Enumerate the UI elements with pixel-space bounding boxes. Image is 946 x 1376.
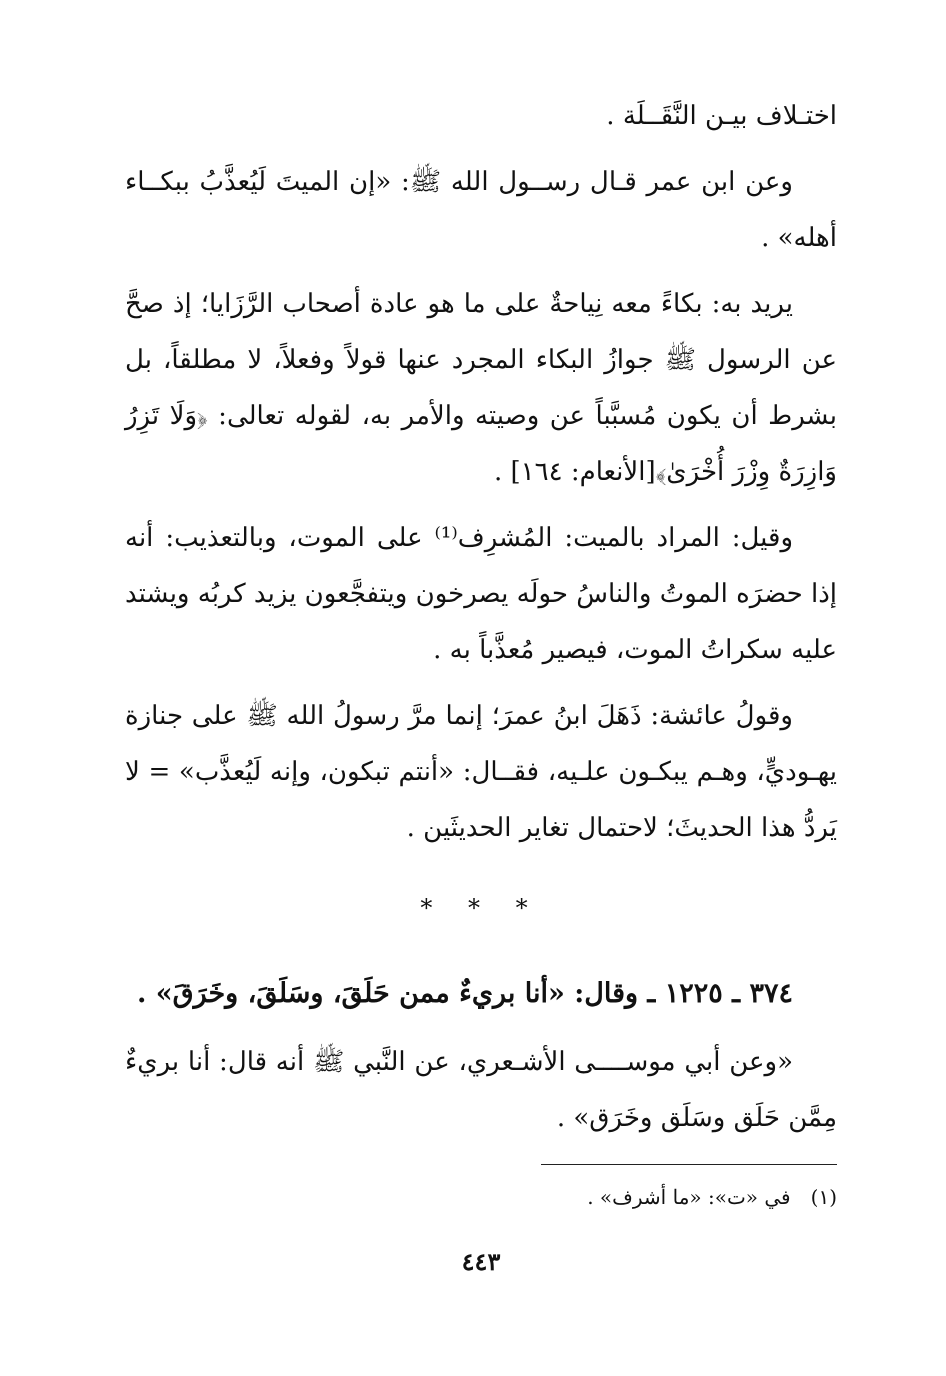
text-paragraph-explanation: يريد به: بكاءً معه نِياحةٌ على ما هو عادة أصحاب الرَّزَايا؛ إذ صحَّ عن الرسول ﷺ جوازُ البكاء المجرد عنها قولاً وفعلاً، لا مطلقاً، بل بشرط أن يكون مُسبَّباً عن وصيته والأمر به، لقوله تعالى: ﴿وَلَا تَزِرُ وَازِرَةٌ وِزْرَ أُخْرَىٰ﴾[الأنعام: ١٦٤] .	[125, 289, 837, 487]
page-number: ٤٤٣	[461, 1247, 501, 1276]
hadith-heading: ٣٧٤ ـ ١٢٢٥ ـ وقال: «أنا بريءٌ ممن حَلَقَ، وسَلَقَ، وخَرَقَ» .	[136, 978, 793, 1009]
text-paragraph-continuation: اختـلاف بيـن النَّقَــلَة .	[606, 101, 837, 131]
footnote-number: (١)	[810, 1185, 837, 1209]
text-paragraph-hadith-abu-musa: «وعن أبي موســــى الأشـعري، عن النَّبي ﷺ أنه قال: أنا بريءٌ مِمَّن حَلَق وسَلَق وخَرَق» .	[125, 1047, 837, 1133]
text-paragraph-hadith-ibn-umar: وعن ابن عمر قـال رســول الله ﷺ: «إن الميتَ لَيُعذَّبُ ببكــاء أهله» .	[125, 167, 837, 253]
text-paragraph-aisha: وقولُ عائشة: ذَهَلَ ابنُ عمرَ؛ إنما مرَّ رسولُ الله ﷺ على جنازة يهـوديٍّ، وهـم يبكـون علـيه، فقــال: «أنتم تبكون، وإنه لَيُعذَّب» = لا يَردُّ هذا الحديثَ؛ لاحتمال تغاير الحديثَين .	[125, 701, 837, 843]
footnote	[125, 1177, 837, 1217]
footnote-text: في «ت»: «ما أشرف» .	[587, 1185, 791, 1209]
book-page	[125, 88, 837, 1318]
section-divider: * * *	[420, 894, 542, 922]
text-paragraph-alternative-view: وقيل: المراد بالميت: المُشرِف⁽¹⁾ على الموت، وبالتعذيب: أنه إذا حضرَه الموتُ والناسُ حولَه يصرخون ويتفجَّعون يزيد كربُه ويشتد عليه سكراتُ الموت، فيصير مُعذَّباً به .	[125, 523, 837, 665]
footnote-separator	[541, 1164, 837, 1165]
